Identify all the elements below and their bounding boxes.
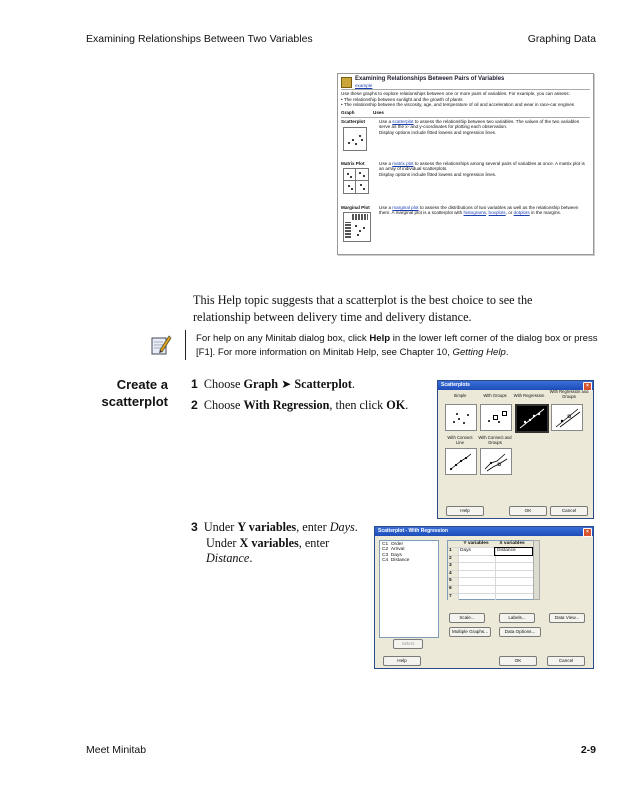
scatter-with-groups-option[interactable] [480, 404, 512, 431]
help-bullet: • The relationship between sunlight and the growth of plants [341, 96, 463, 102]
data-view-button[interactable]: Data View... [549, 613, 585, 623]
close-icon[interactable]: × [583, 528, 592, 537]
grid-row[interactable] [448, 562, 534, 570]
y-variable-cell[interactable] [458, 586, 495, 593]
option-label: With Groups [483, 393, 507, 398]
running-header-left: Examining Relationships Between Two Variables [86, 33, 313, 45]
step-2: 2 Choose With Regression, then click OK. [191, 398, 409, 412]
grid-row[interactable] [448, 593, 534, 601]
y-variable-cell[interactable] [458, 556, 495, 563]
help-link-matrix-plot[interactable]: matrix plot [392, 160, 414, 166]
help-button[interactable]: Help [383, 656, 421, 666]
grid-header-x: X variables [499, 541, 525, 546]
help-screenshot [337, 73, 594, 255]
scatter-connect-line-option[interactable] [445, 448, 477, 475]
help-link-histograms[interactable]: histograms [463, 210, 486, 216]
help-col-uses: Uses [373, 109, 384, 115]
grid-row[interactable] [448, 577, 534, 585]
variable-item[interactable]: C4 Distance [382, 558, 410, 564]
section-heading: Create a scatterplot [101, 377, 168, 409]
variable-list[interactable] [379, 540, 439, 638]
x-variable-cell[interactable] [495, 586, 532, 593]
matrix-plot-thumbnail [343, 168, 369, 194]
grid-header-y: Y variables [463, 541, 489, 546]
y-variable-cell[interactable] [458, 571, 495, 578]
grid-row-number: 2 [448, 556, 458, 563]
dialog-titlebar: Scatterplot - With Regression × [375, 527, 593, 536]
help-bullet-list [341, 97, 590, 108]
page-number: 2-9 [580, 744, 596, 756]
option-label: With Regression [513, 393, 545, 398]
note-text: For help on any Minitab dialog box, click Help in the lower left corner of the dialog box or press [F1]. For more information on Minitab Help, see Chapter 10, Getting Help. [196, 333, 598, 358]
help-title: Examining Relationships Between Pairs of Variables [355, 76, 505, 82]
help-link-boxplots[interactable]: boxplots [488, 210, 506, 216]
grid-row-number: 5 [448, 578, 458, 585]
help-row-marginal-plot: Marginal Plot Use a marginal plot to assess the distributions of two variables as well as the relationship between them. A marginal plot is a scatterplot with histograms, boxplots, or dotplots in the margins. [341, 205, 590, 249]
option-label: With Connect Line [447, 435, 473, 445]
cancel-button[interactable]: Cancel [550, 506, 588, 516]
scatter-with-regression-option[interactable] [515, 404, 549, 433]
ok-button[interactable]: OK [499, 656, 537, 666]
grid-row[interactable] [448, 570, 534, 578]
grid-row-number: 4 [448, 571, 458, 578]
help-link-marginal-plot[interactable]: marginal plot [392, 204, 419, 210]
scatter-simple-option[interactable] [445, 404, 477, 431]
help-row-scatterplot: Scatterplot Use a scatterplot to assess the relationship between two variables. The values of the two variables serve as the x- and y-coordinates for plotting each observation. Display options include fitted lowess and regression lines. [341, 119, 590, 161]
select-button[interactable]: Select [393, 639, 423, 649]
y-variable-cell[interactable] [458, 594, 495, 601]
scatter-connect-groups-option[interactable] [480, 448, 512, 475]
dialog-titlebar: Scatterplots × [438, 381, 593, 390]
ok-button[interactable]: OK [509, 506, 547, 516]
x-variable-cell[interactable] [495, 556, 532, 563]
x-variable-cell[interactable] [495, 571, 532, 578]
grid-row[interactable] [448, 585, 534, 593]
scatterplot-thumbnail [343, 127, 367, 151]
y-variable-cell[interactable] [458, 578, 495, 585]
help-row-matrix-plot: Matrix Plot Use a matrix plot to assess the relationships among several pairs of variables at once. A matrix plot is an array of individual scatterplots. Display options include fitted lowess and regression lines. [341, 161, 590, 205]
help-bullet: • The relationship between the viscosity, age, and temperature of oil and acceleration and wear in race-car engines [341, 102, 575, 108]
help-col-graph: Graph [341, 109, 355, 115]
scatterplot-with-regression-dialog [374, 526, 594, 669]
variable-item[interactable]: C2 Arrival [382, 547, 405, 553]
data-options-button[interactable]: Data Options... [499, 627, 541, 637]
option-label: With Regression and Groups [549, 389, 589, 399]
note-pencil-icon [150, 333, 172, 357]
step-3: 3 Under Y variables, enter Days. Under X variables, enter Distance. [191, 520, 358, 565]
grid-row-number: 6 [448, 586, 458, 593]
intro-paragraph: This Help topic suggests that a scatterplot is the best choice to see the relationship between delivery time and delivery distance. [193, 293, 533, 324]
marginal-plot-thumbnail [343, 212, 371, 242]
grid-row[interactable] [448, 555, 534, 563]
variable-item[interactable]: C1 Order [382, 542, 404, 547]
close-icon[interactable]: × [583, 382, 592, 391]
grid-scrollbar[interactable] [533, 540, 540, 600]
x-variable-cell[interactable]: Distance [495, 548, 532, 555]
grid-row-number: 1 [448, 548, 458, 555]
grid-row[interactable] [448, 547, 534, 555]
step-1: 1 Choose Graph ➤ Scatterplot. [191, 377, 355, 391]
option-label: With Connect and Groups [478, 435, 512, 445]
help-example-link[interactable]: example [355, 82, 373, 88]
x-variable-cell[interactable] [495, 578, 532, 585]
y-variable-cell[interactable]: Days [458, 548, 495, 555]
scatter-regression-groups-option[interactable] [551, 404, 583, 431]
option-label: Simple [453, 393, 467, 398]
help-intro: Use these graphs to explore relationships between one or more pairs of variables. For example, you can assess: [341, 91, 570, 97]
y-variable-cell[interactable] [458, 563, 495, 570]
footer-left: Meet Minitab [86, 744, 147, 756]
variables-grid[interactable] [447, 540, 535, 600]
scale-button[interactable]: Scale... [449, 613, 485, 623]
grid-row-number: 3 [448, 563, 458, 570]
running-header-right: Graphing Data [527, 33, 596, 45]
help-link-dotplots[interactable]: dotplots [513, 210, 530, 216]
help-link-scatterplot[interactable]: scatterplot [392, 118, 414, 124]
labels-button[interactable]: Labels... [499, 613, 535, 623]
variable-item[interactable]: C3 Days [382, 552, 402, 558]
x-variable-cell[interactable] [495, 563, 532, 570]
x-variable-cell[interactable] [495, 594, 532, 601]
help-book-icon [341, 77, 352, 88]
grid-row-number: 7 [448, 594, 458, 601]
cancel-button[interactable]: Cancel [547, 656, 585, 666]
help-button[interactable]: Help [446, 506, 484, 516]
scatterplots-dialog [437, 380, 594, 519]
multiple-graphs-button[interactable]: Multiple Graphs... [449, 627, 491, 637]
